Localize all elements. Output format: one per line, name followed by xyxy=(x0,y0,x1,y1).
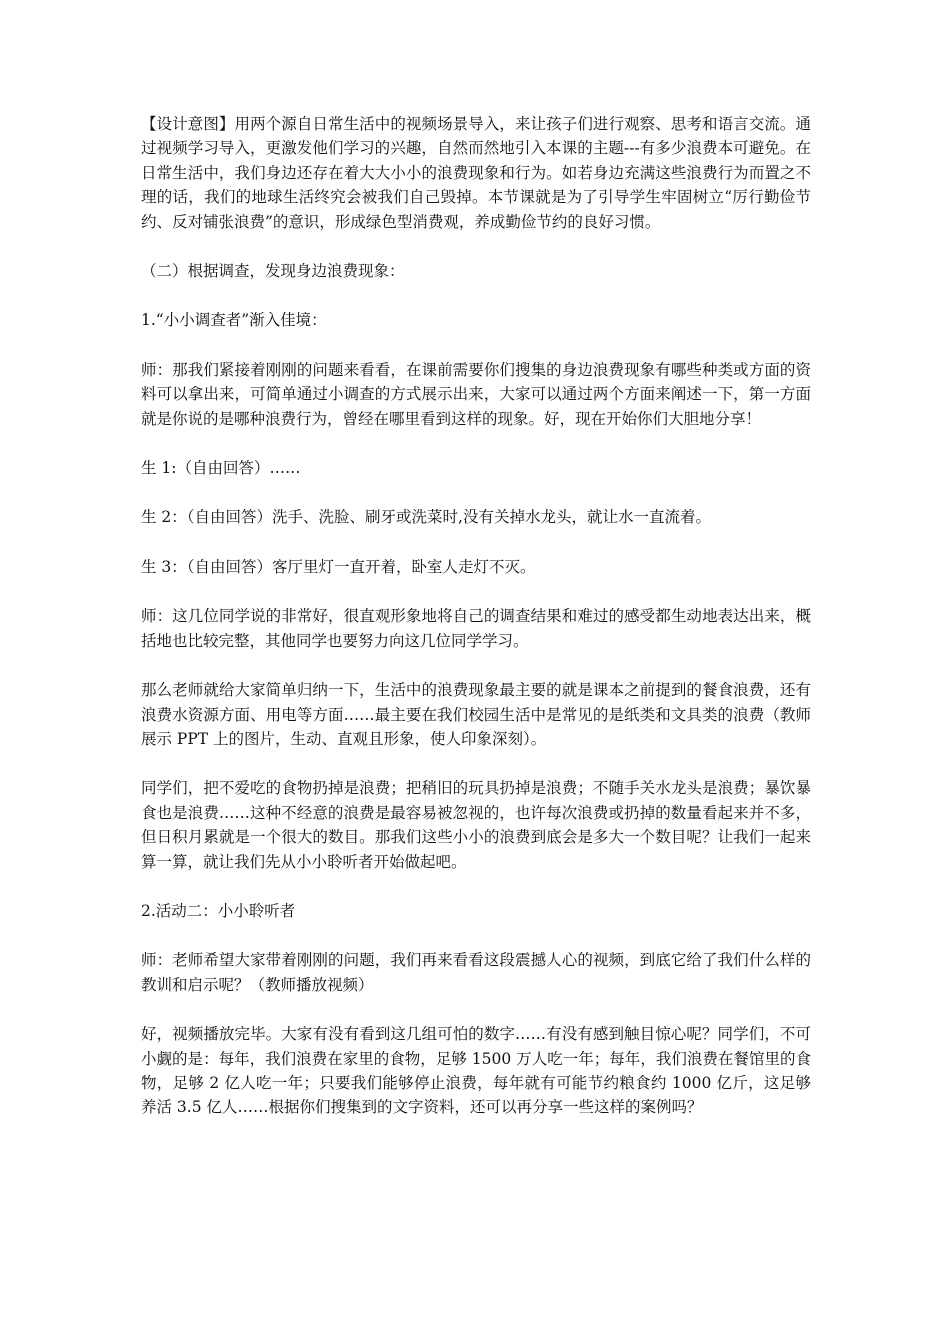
paragraph-teacher-praise: 师：这几位同学说的非常好，很直观形象地将自己的调查结果和难过的感受都生动地表达出来，概括地也比较完整，其他同学也要努力向这几位同学学习。 xyxy=(141,607,811,650)
paragraph-student-1: 生 1:（自由回答）…… xyxy=(141,459,301,478)
paragraph-summary: 那么老师就给大家简单归纳一下，生活中的浪费现象最主要的就是课本之前提到的餐食浪费，还有浪费水资源方面、用电等方面……最主要在我们校园生活中是常见的是纸类和文具类的浪费（教师展示 PPT 上的图片，生动、直观且形象，使人印象深刻）。 xyxy=(141,681,811,748)
paragraph-teacher-video: 师：老师希望大家带着刚刚的问题，我们再来看看这段震撼人心的视频，到底它给了我们什么样的教训和启示呢？（教师播放视频） xyxy=(141,951,811,994)
paragraph-student-3: 生 3：（自由回答）客厅里灯一直开着，卧室人走灯不灭。 xyxy=(141,557,536,576)
paragraph-video-discussion: 好，视频播放完毕。大家有没有看到这几组可怕的数字……有没有感到触目惊心呢？同学们，不可小觑的是：每年，我们浪费在家里的食物，足够 1500 万人吃一年；每年，我们浪费在餐馆里的食物，足够 2 亿人吃一年；只要我们能够停止浪费，每年就有可能节约粮食约 1000 亿斤，这足够养活 3.5 亿人……根据你们搜集到的文字资料，还可以再分享一些这样的案例吗？ xyxy=(141,1025,811,1117)
section-heading-investigation: （二）根据调查，发现身边浪费现象： xyxy=(141,262,405,281)
paragraph-design-intent: 【设计意图】用两个源自日常生活中的视频场景导入，来让孩子们进行观察、思考和语言交流。通过视频学习导入，更激发他们学习的兴趣，自然而然地引入本课的主题---有多少浪费本可避免。在日常生活中，我们身边还存在着大大小小的浪费现象和行为。如若身边充满这些浪费行为而置之不理的话，我们的地球生活终究会被我们自己毁掉。本节课就是为了引导学生牢固树立“厉行勤俭节约、反对铺张浪费”的意识，形成绿色型消费观，养成勤俭节约的良好习惯。 xyxy=(141,115,811,231)
paragraph-waste-examples: 同学们，把不爱吃的食物扔掉是浪费；把稍旧的玩具扔掉是浪费；不随手关水龙头是浪费；暴饮暴食也是浪费……这种不经意的浪费是最容易被忽视的，也许每次浪费或扔掉的数量看起来并不多，但日积月累就是一个很大的数目。那我们这些小小的浪费到底会是多大一个数目呢？让我们一起来算一算，就让我们先从小小聆听者开始做起吧。 xyxy=(141,779,811,871)
activity-heading-investigator: 1.“小小调查者”渐入佳境： xyxy=(141,311,327,330)
document-body xyxy=(141,112,811,1145)
paragraph-teacher-prompt: 师：那我们紧接着刚刚的问题来看看，在课前需要你们搜集的身边浪费现象有哪些种类或方面的资料可以拿出来，可简单通过小调查的方式展示出来，大家可以通过两个方面来阐述一下，第一方面就是你说的是哪种浪费行为，曾经在哪里看到这样的现象。好，现在开始你们大胆地分享！ xyxy=(141,360,811,428)
paragraph-student-2: 生 2：（自由回答）洗手、洗脸、刷牙或洗菜时,没有关掉水龙头，就让水一直流着。 xyxy=(141,508,711,527)
activity-heading-listener: 2.活动二：小小聆听者 xyxy=(141,901,296,920)
